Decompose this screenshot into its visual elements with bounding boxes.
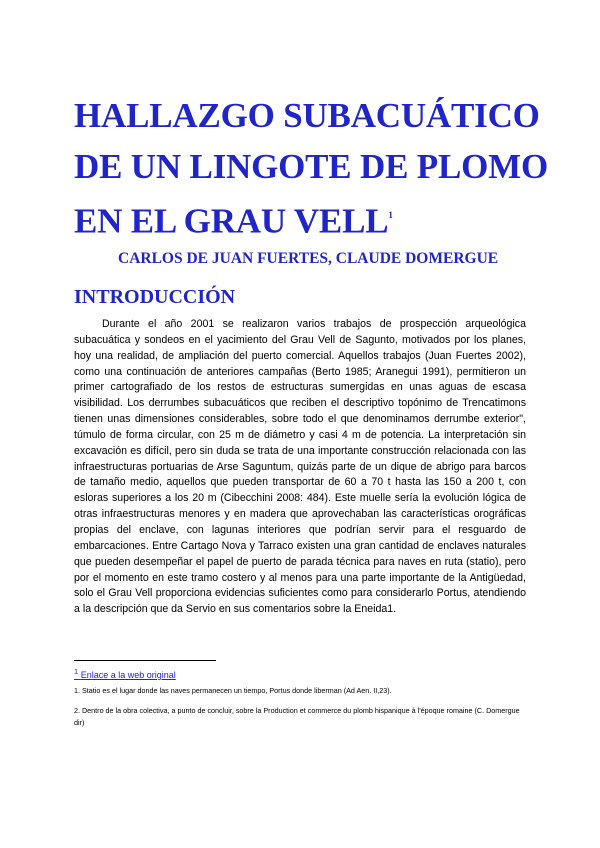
link-footnote-mark: 1 — [74, 667, 79, 676]
link-text: Enlace a la web original — [80, 670, 176, 680]
body-paragraph: Durante el año 2001 se realizaron varios trabajos de prospección arqueológica subacuática y sondeos en el yacimiento del Grau Vell de Sagunto, motivados por los planes, hoy una realidad, de ampliación del puerto comercial. Aquellos trabajos (Juan Fuertes 2002), como una continuación de anteriores campañas (Berto 1985; Aranegui 1991), permitieron un primer cartografiado de los restos de estructuras sumergidas en unas aguas de escasa visibilidad. Los derrumbes subacuáticos que reciben el descriptivo topónimo de Trencatimons tienen unas dimensiones considerables, sobre todo el que denominamos derrumbe exterior", túmulo de forma circular, con 25 m de diámetro y casi 4 m de potencia. La interpretación sin excavación es difícil, pero sin duda se trata de una importante construcción relacionada con las infraestructuras portuarias de Arse Saguntum, quizás parte de un dique de abrigo para barcos de tamaño medio, aquellos que pueden transportar de 60 a 70 t hasta las 150 a 200 t, con esloras superiores a los 20 m (Cibecchini 2008: 484). Este muelle sería la evolución lógica de otras infraestructuras menores y en madera que aprovechaban las características orográficas propias del enclave, con lagunas interiores que podrían servir para el resguardo de embarcaciones. Entre Cartago Nova y Tarraco existen una gran cantidad de enclaves naturales que pueden desempeñar el papel de puerto de parada técnica para naves en ruta (statio), pero por el momento en este tramo costero y al menos para una parte importante de la Antigüedad, solo el Grau Vell proporciona evidencias suficientes como para considerarlo Portus, atendiendo a la descripción que da Servio en sus comentarios sobre la Eneida1. — [74, 318, 526, 616]
authors: CARLOS DE JUAN FUERTES, CLAUDE DOMERGUE — [118, 250, 499, 267]
document-title — [74, 90, 554, 247]
body-text — [74, 317, 526, 618]
title-line-3-text: EN EL GRAU VELL — [74, 201, 389, 241]
title-line-3 — [74, 192, 554, 247]
title-line-2: DE UN LINGOTE DE PLOMO — [74, 147, 548, 186]
title-line-1: HALLAZGO SUBACUÁTICO — [74, 96, 540, 135]
title-footnote-mark[interactable]: 1 — [388, 210, 393, 220]
original-web-link[interactable] — [74, 667, 176, 680]
footnote-1: 1. Statio es el lugar donde las naves permanecen un tiempo, Portus donde liberman (Ad Aen. II,23). — [74, 686, 392, 695]
footnote-2: 2. Dentro de la obra colectiva, a punto de concluir, sobre la Production et commerce du plomb hispanique à l'époque romaine (C. Domergue dir) — [74, 706, 520, 727]
footnote-separator — [74, 660, 216, 661]
section-heading: INTRODUCCIÓN — [74, 286, 236, 308]
